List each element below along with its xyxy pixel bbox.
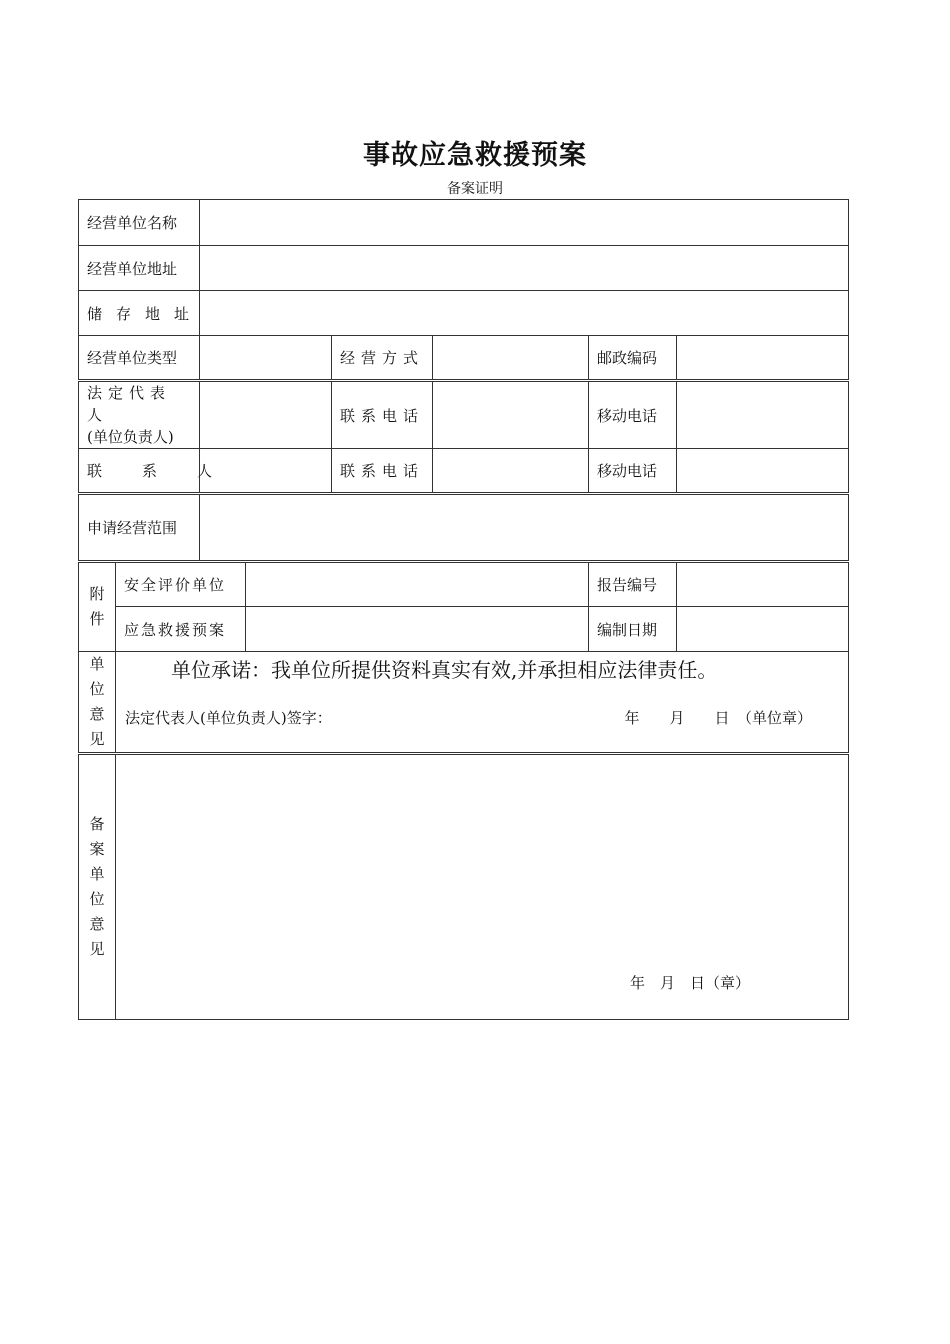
unit-address-label: 经营单位地址 [79, 246, 200, 291]
record-opinion-label [79, 754, 116, 1020]
document-title: 事故应急救援预案 [363, 140, 587, 171]
record-opinion-char-6: 见 [89, 940, 105, 958]
row-unit-type [79, 336, 849, 381]
contact-mobile-label: 移动电话 [589, 449, 677, 494]
row-unit-name [79, 200, 849, 246]
document-subtitle: 备案证明 [447, 181, 503, 197]
row-business-scope [79, 494, 849, 562]
unit-opinion-char-1: 单 [89, 655, 105, 673]
row-record-opinion [79, 754, 849, 1020]
unit-name-label: 经营单位名称 [79, 200, 200, 246]
unit-type-field[interactable] [200, 336, 332, 381]
unit-name-field[interactable] [200, 200, 849, 246]
unit-opinion-field[interactable] [116, 652, 849, 754]
signature-label: 法定代表人(单位负责人)签字： [125, 709, 332, 727]
record-form-table [78, 199, 849, 1020]
compile-date-field[interactable] [677, 607, 849, 652]
row-emergency-plan [79, 607, 849, 652]
legal-rep-phone-field[interactable] [433, 381, 589, 449]
report-number-field[interactable] [677, 562, 849, 607]
postcode-field[interactable] [677, 336, 849, 381]
attachments-label-char-1: 附 [89, 585, 105, 603]
row-unit-address [79, 246, 849, 291]
legal-rep-label-line1: 法定代表人 [87, 384, 172, 424]
legal-rep-field[interactable] [200, 381, 332, 449]
compile-date-label: 编制日期 [589, 607, 677, 652]
legal-rep-phone-label: 联系电话 [332, 381, 433, 449]
unit-address-field[interactable] [200, 246, 849, 291]
legal-rep-mobile-label: 移动电话 [589, 381, 677, 449]
emergency-plan-label: 应急救援预案 [116, 607, 246, 652]
contact-phone-label: 联系电话 [332, 449, 433, 494]
record-opinion-char-3: 单 [89, 865, 105, 883]
attachments-label [79, 562, 116, 652]
row-unit-opinion [79, 652, 849, 754]
legal-rep-mobile-field[interactable] [677, 381, 849, 449]
signature-row [125, 707, 840, 728]
record-opinion-char-5: 意 [89, 915, 105, 933]
row-safety-eval [79, 562, 849, 607]
legal-rep-label [79, 381, 200, 449]
record-opinion-char-4: 位 [89, 890, 105, 908]
business-mode-label: 经营方式 [332, 336, 433, 381]
unit-date-seal: 年 月 日 （单位章） [624, 709, 813, 727]
contact-phone-field[interactable] [433, 449, 589, 494]
record-opinion-char-2: 案 [89, 840, 105, 858]
postcode-label: 邮政编码 [589, 336, 677, 381]
storage-address-field[interactable] [200, 291, 849, 336]
contact-label: 联系人 [79, 449, 200, 494]
unit-promise-text: 单位承诺：我单位所提供资料真实有效,并承担相应法律责任。 [171, 658, 718, 682]
row-contact [79, 449, 849, 494]
legal-rep-label-line2: (单位负责人) [87, 428, 174, 446]
business-mode-field[interactable] [433, 336, 589, 381]
unit-opinion-char-2: 位 [89, 680, 105, 698]
safety-eval-unit-field[interactable] [246, 562, 589, 607]
record-opinion-char-1: 备 [89, 815, 105, 833]
emergency-plan-field[interactable] [246, 607, 589, 652]
record-opinion-field[interactable] [116, 754, 849, 1020]
unit-opinion-char-3: 意 [89, 705, 105, 723]
row-legal-rep [79, 381, 849, 449]
unit-opinion-char-4: 见 [89, 730, 105, 748]
business-scope-label: 申请经营范围 [79, 494, 200, 562]
record-date-seal: 年 月 日（章） [630, 974, 751, 992]
business-scope-field[interactable] [200, 494, 849, 562]
attachments-label-char-2: 件 [89, 610, 105, 628]
storage-address-label: 储存地址 [79, 291, 200, 336]
unit-opinion-label [79, 652, 116, 754]
row-storage-address [79, 291, 849, 336]
contact-mobile-field[interactable] [677, 449, 849, 494]
report-number-label: 报告编号 [589, 562, 677, 607]
safety-eval-unit-label: 安全评价单位 [116, 562, 246, 607]
unit-type-label: 经营单位类型 [79, 336, 200, 381]
